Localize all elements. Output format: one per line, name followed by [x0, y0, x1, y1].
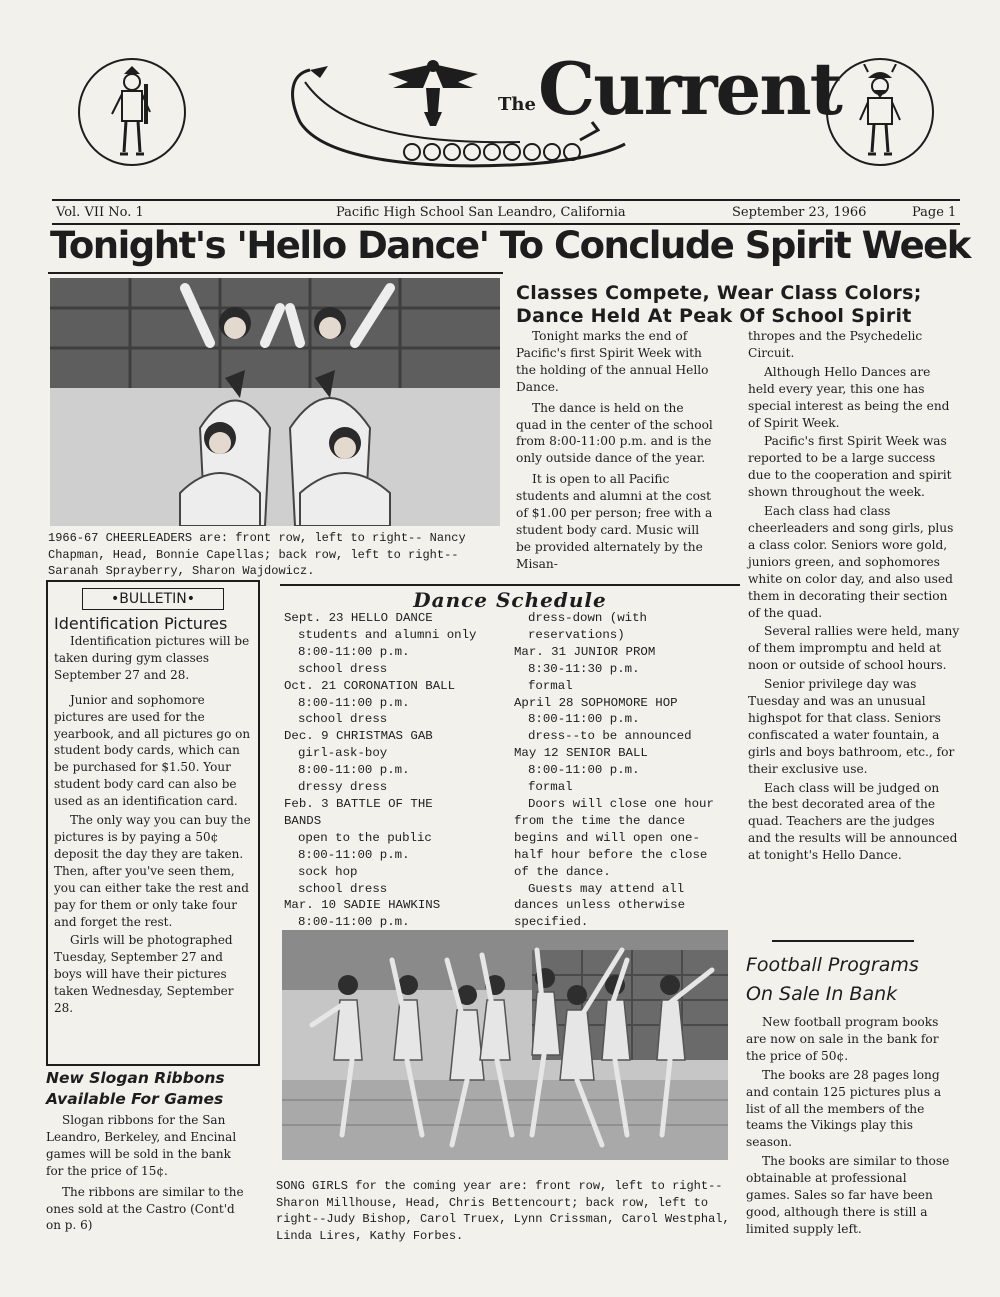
main-article-col1 — [516, 328, 716, 573]
event-title: Sept. 23 HELLO DANCE — [284, 611, 433, 625]
slogan-heading-2: Available For Games — [46, 1090, 224, 1108]
schedule-entry — [514, 695, 726, 746]
schedule-col1 — [284, 610, 506, 931]
song-girls-photo — [282, 930, 728, 1160]
viking-warrior-icon — [102, 64, 162, 160]
left-emblem — [78, 58, 186, 166]
event-detail: formal — [528, 780, 573, 795]
paragraph: New football program books are now on sale in the bank for the price of 50¢. — [746, 1015, 939, 1063]
event-title: May 12 SENIOR BALL — [514, 746, 648, 761]
football-rule — [772, 940, 914, 942]
paragraph: It is open to all Pacific students and alumni at the cost of $1.00 per person; free with a student body card. Music will be provided alternately by the Misan- — [516, 472, 713, 571]
schedule-entry — [514, 644, 726, 695]
bulletin-heading: Identification Pictures — [54, 614, 228, 633]
paragraph: Tonight marks the end of Pacific's first Spirit Week with the holding of the annual Hello Dance. — [516, 329, 709, 394]
schedule-rule — [280, 584, 740, 586]
paragraph: The ribbons are similar to the ones sold at the Castro (Cont'd on p. 6) — [46, 1184, 244, 1233]
event-detail: 8:00-11:00 p.m. — [298, 644, 410, 659]
paragraph: Each class will be judged on the best decorated area of the quad. Teachers are the judges and the results will be announced at tonight's Hello Dance. — [748, 780, 958, 863]
masthead-title: Current — [538, 46, 841, 131]
slogan-body — [46, 1112, 252, 1234]
event-detail: 8:00-11:00 p.m. — [528, 712, 640, 727]
event-detail: open to the public — [298, 830, 432, 845]
headline-rule — [48, 272, 503, 274]
schedule-entry — [284, 678, 506, 729]
event-detail: 8:00-11:00 p.m. — [528, 763, 640, 778]
event-title: Feb. 3 BATTLE OF THE BANDS — [284, 796, 433, 828]
page-number: Page 1 — [912, 205, 957, 220]
event-detail: dressy dress — [298, 780, 388, 795]
paragraph: Senior privilege day was Tuesday and was an unusual highspot for that class. Seniors confiscated a water fountain, a girls and boys bathroom, etc., for their exclusive use. — [748, 677, 955, 776]
schedule-entry — [284, 897, 506, 931]
school-name: Pacific High School San Leandro, California — [336, 205, 626, 220]
right-emblem — [826, 58, 934, 166]
cheerleaders-photo — [50, 278, 500, 526]
schedule-note: Doors will close one hour from the time the dance begins and will open one-half hour before the close of the dance. — [514, 796, 714, 879]
viking-warrior-icon — [850, 64, 910, 160]
paragraph: The books are similar to those obtainable at professional games. Sales so far have been good, although there is still a limited supply left. — [746, 1154, 950, 1236]
event-detail: 8:00-11:00 p.m. — [298, 847, 410, 862]
event-detail: 8:00-11:00 p.m. — [298, 695, 410, 710]
schedule-entry — [284, 796, 506, 897]
bulletin-box — [46, 580, 260, 1066]
schedule-entry — [284, 610, 506, 678]
event-title: Oct. 21 CORONATION BALL — [284, 678, 456, 693]
main-subhead-2: Dance Held At Peak Of School Spirit — [516, 305, 912, 327]
song-girls-caption: SONG GIRLS for the coming year are: front row, left to right--Sharon Millhouse, Head, Chris Bettencourt; back row, left to right--Judy Bishop, Carol Truex, Lynn Crissman, Carol Westphal, Linda Lires, Kathy Forbes. — [276, 1179, 730, 1243]
bulletin-body — [48, 633, 258, 1017]
issue-volume: Vol. VII No. 1 — [56, 205, 144, 220]
schedule-entry — [514, 745, 726, 796]
football-heading-2: On Sale In Bank — [746, 983, 898, 1005]
paragraph: Junior and sophomore pictures are used for the yearbook, and all pictures go on student body cards, which can be purchased for $1.50. Your student body card can also be used as an identification card. — [54, 692, 251, 809]
event-detail: girl-ask-boy — [298, 746, 388, 761]
event-detail: 8:30-11:30 p.m. — [528, 661, 640, 676]
main-article-col2 — [748, 328, 960, 864]
paragraph: Although Hello Dances are held every year, this one has special interest as being the end of Spirit Week. — [748, 364, 950, 430]
schedule-col2 — [514, 610, 726, 931]
event-detail: dress--to be announced — [528, 729, 692, 744]
event-detail: sock hop — [298, 864, 358, 879]
masthead-rule-top — [52, 199, 960, 201]
event-detail: dress-down (with reservations) — [528, 611, 647, 642]
issue-date: September 23, 1966 — [732, 205, 867, 220]
event-detail: school dress — [298, 881, 388, 896]
main-subhead-1: Classes Compete, Wear Class Colors; — [516, 282, 922, 304]
event-detail: school dress — [298, 661, 388, 676]
event-detail: 8:00-11:00 p.m. — [298, 763, 410, 778]
paragraph: Pacific's first Spirit Week was reported to be a large success due to the cooperation and spirit shown throughout the week. — [748, 434, 952, 500]
paragraph: The only way you can buy the pictures is by paying a 50¢ deposit the day they are taken. Then, after you've seen them, you can either take the rest and pay for them or only take four and forget the rest. — [54, 813, 251, 929]
event-detail: school dress — [298, 712, 388, 727]
event-title: Mar. 10 SADIE HAWKINS — [284, 898, 441, 913]
paragraph: Girls will be photographed Tuesday, September 27 and boys will have their pictures taken Wednesday, September 28. — [54, 933, 234, 1016]
event-detail: 8:00-11:00 p.m. — [298, 915, 410, 930]
event-title: April 28 SOPHOMORE HOP — [514, 695, 678, 710]
schedule-entry — [284, 728, 506, 796]
page-headline: Tonight's 'Hello Dance' To Conclude Spirit Week — [50, 224, 970, 267]
football-body — [746, 1014, 952, 1238]
paragraph: Several rallies were held, many of them impromptu and held at noon or outside of school hours. — [748, 624, 960, 673]
masthead-article: The — [498, 94, 536, 115]
paragraph: Slogan ribbons for the San Leandro, Berkeley, and Encinal games will be sold in the bank for the price of 15¢. — [46, 1113, 237, 1178]
football-heading-1: Football Programs — [746, 954, 919, 976]
event-title: Dec. 9 CHRISTMAS GAB — [284, 729, 433, 744]
bulletin-tag: •BULLETIN• — [82, 588, 224, 610]
paragraph: Identification pictures will be taken during gym classes September 27 and 28. — [54, 634, 250, 682]
slogan-heading-1: New Slogan Ribbons — [46, 1069, 225, 1087]
paragraph: The books are 28 pages long and contain 125 pictures plus a list of all the members of the teams the Vikings play this season. — [746, 1067, 942, 1150]
masthead-logo — [280, 46, 841, 172]
schedule-note: Guests may attend all dances unless otherwise specified. — [514, 881, 686, 930]
event-detail: students and alumni only — [298, 627, 477, 642]
paragraph-continued: thropes and the Psychedelic Circuit. — [748, 329, 923, 360]
cheerleaders-caption: 1966-67 CHEERLEADERS are: front row, left to right-- Nancy Chapman, Head, Bonnie Capellas; back row, left to right--Saranah Sprayberry, Sharon Wajdowicz. — [48, 531, 466, 578]
schedule-title: Dance Schedule — [413, 588, 607, 612]
paragraph: The dance is held on the quad in the center of the school from 8:00-11:00 p.m. and is the only outside dance of the year. — [516, 400, 713, 466]
thunderbird-icon — [378, 52, 488, 132]
event-detail: formal — [528, 678, 573, 693]
paragraph: Each class had class cheerleaders and song girls, plus a class color. Seniors wore gold, juniors green, and sophomores white on color day, and also used them in decorating their section of the quad. — [748, 504, 954, 620]
event-title: Mar. 31 JUNIOR PROM — [514, 644, 656, 659]
